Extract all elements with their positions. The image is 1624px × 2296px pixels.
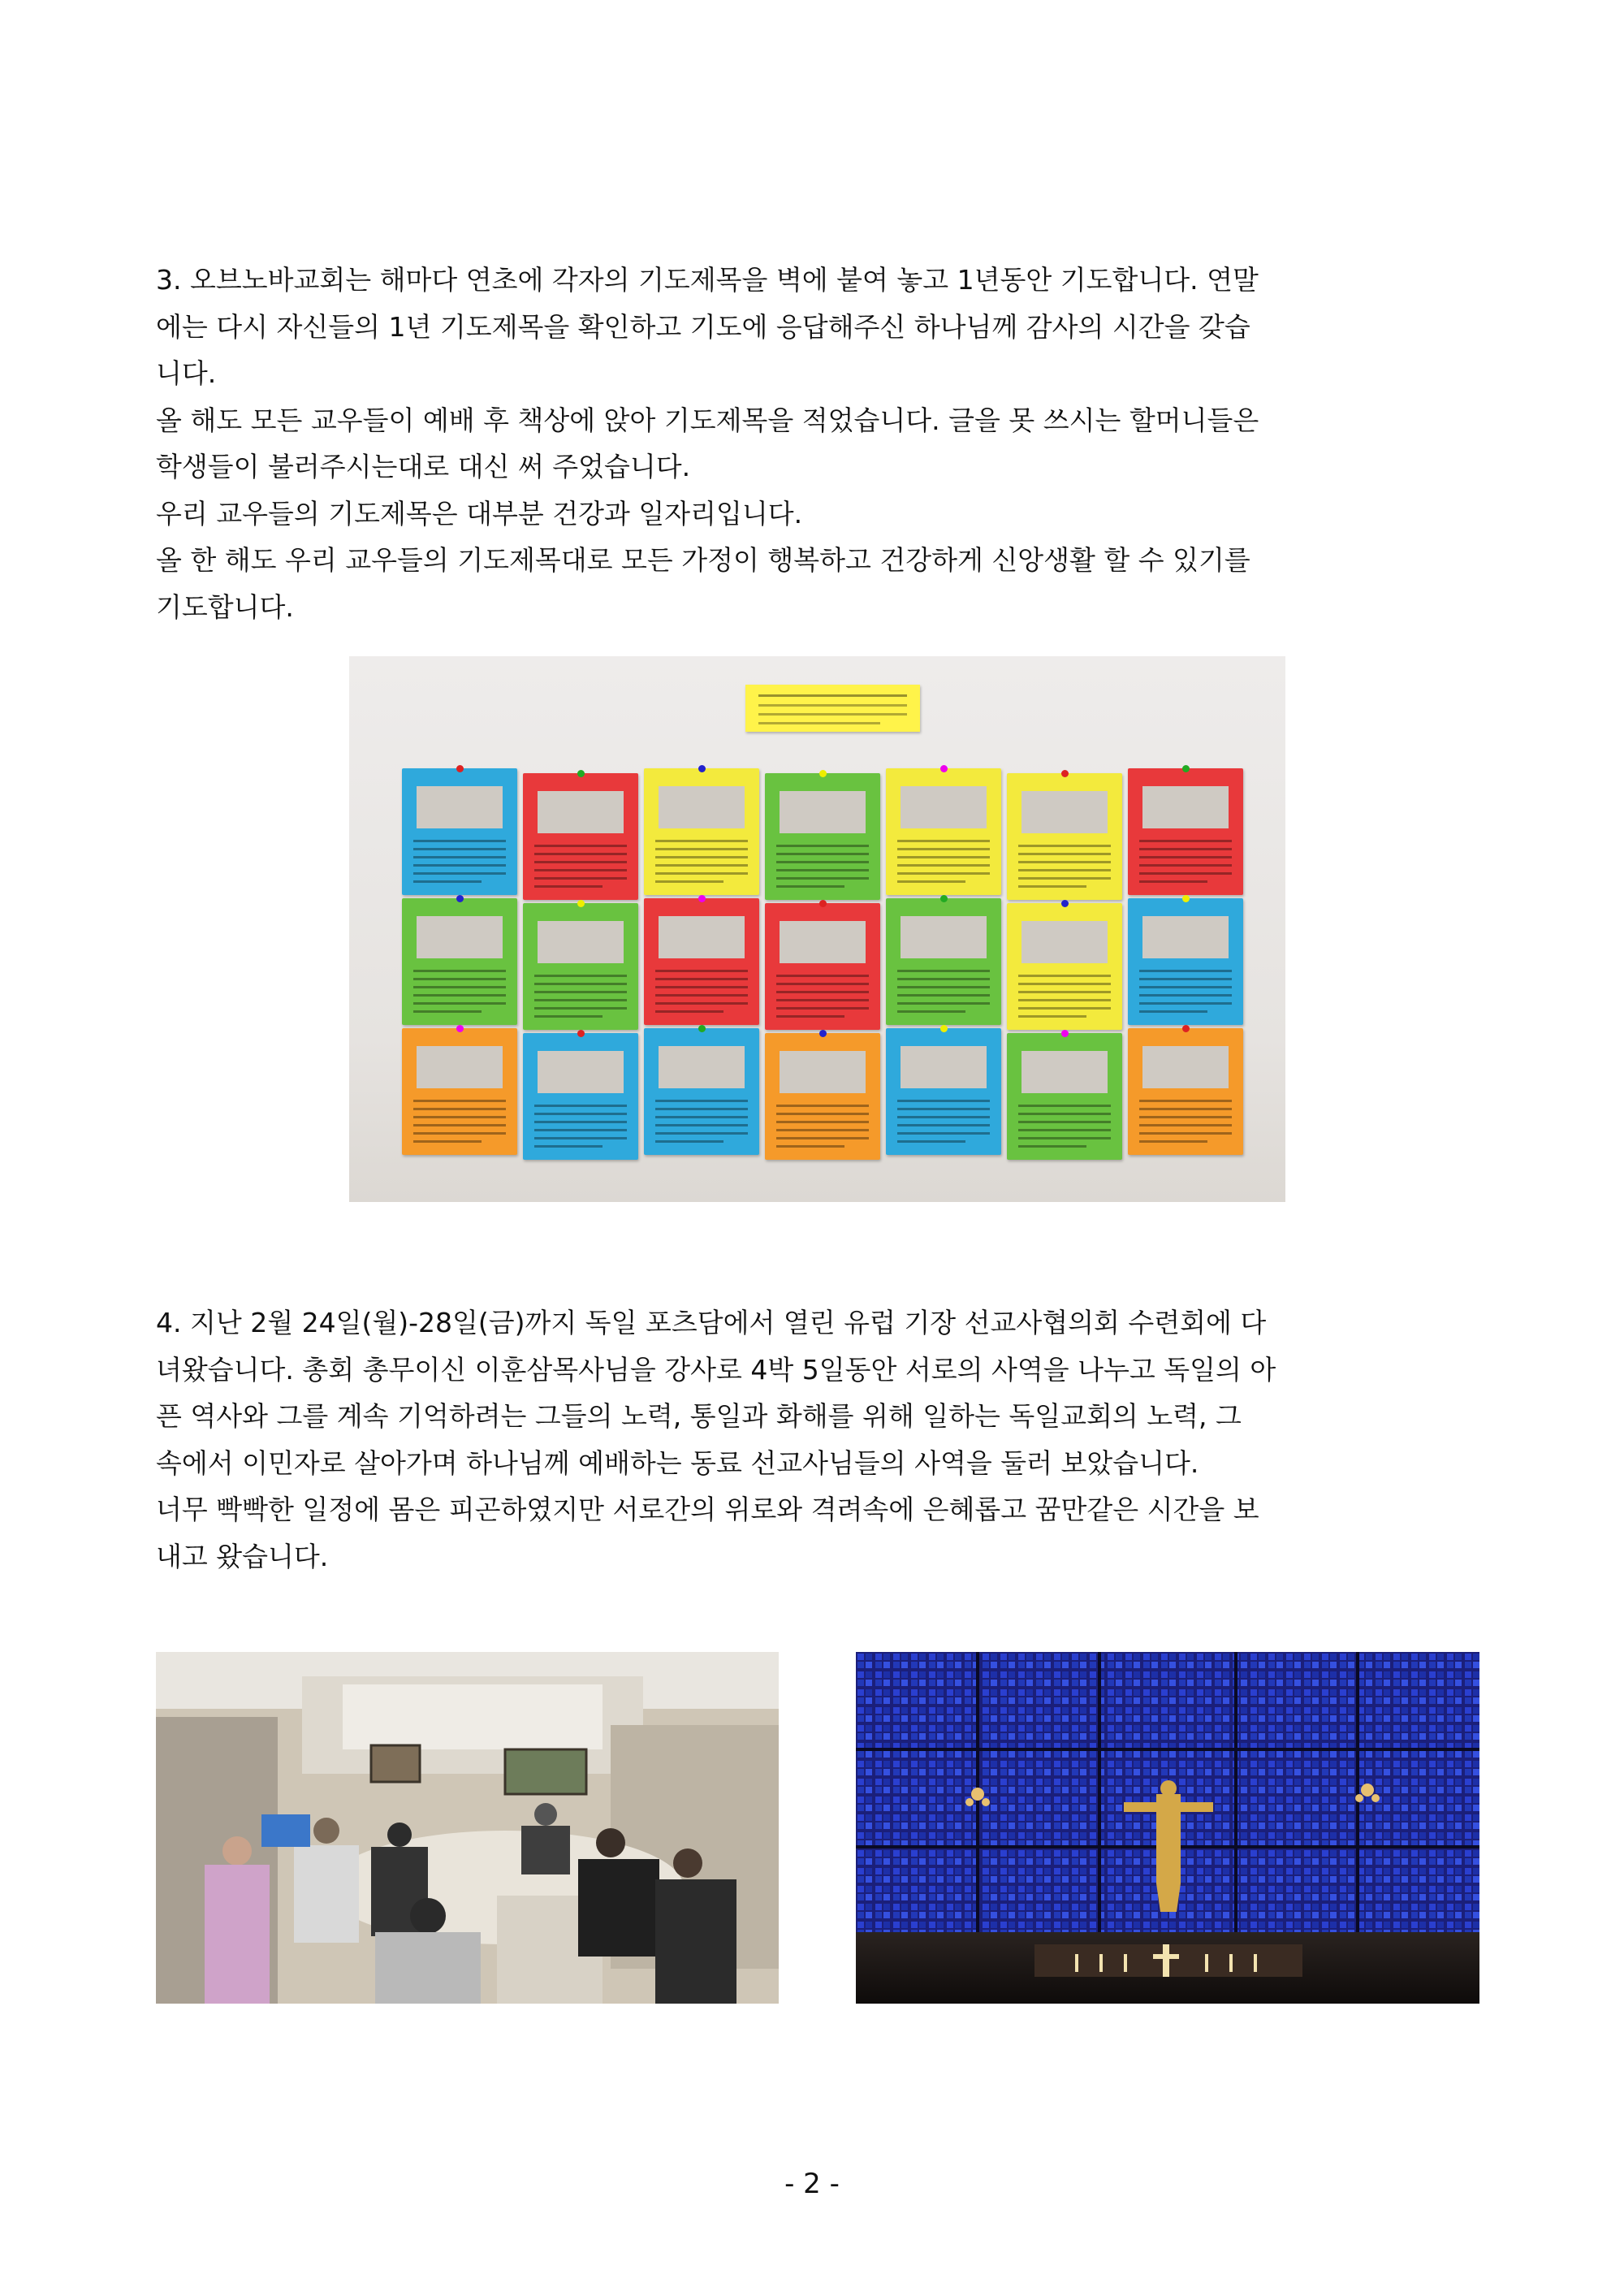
push-pin <box>1061 1030 1069 1037</box>
prayer-card-text-line <box>534 1015 603 1018</box>
prayer-card-text-line <box>1139 1124 1232 1126</box>
push-pin <box>698 1025 706 1032</box>
prayer-card <box>1128 1028 1243 1155</box>
memorial-church-photo <box>856 1652 1479 2004</box>
prayer-card-text-line <box>534 1145 603 1148</box>
prayer-card <box>765 1033 880 1160</box>
prayer-card-text-line <box>897 986 990 988</box>
prayer-card-photo <box>538 921 624 963</box>
prayer-card <box>644 768 759 895</box>
section-3-paragraph <box>156 257 1475 630</box>
prayer-card-text-line <box>1018 1105 1111 1107</box>
prayer-card-text-line <box>776 885 844 888</box>
push-pin <box>577 770 585 777</box>
prayer-card-text-line <box>534 885 603 888</box>
prayer-card-text-line <box>1139 872 1232 875</box>
prayer-card <box>765 773 880 900</box>
section-4-paragraph <box>156 1299 1475 1580</box>
prayer-card-text-line <box>1018 983 1111 985</box>
prayer-card-text-line <box>1139 840 1232 842</box>
prayer-card-text-line <box>655 880 723 883</box>
text-line: 우리 교우들의 기도제목은 대부분 건강과 일자리입니다. <box>156 497 803 530</box>
prayer-card-text-line <box>534 991 627 993</box>
prayer-card-photo <box>417 916 503 958</box>
push-pin <box>1182 895 1190 902</box>
prayer-card-text-line <box>1018 1113 1111 1115</box>
prayer-card-text-line <box>1018 845 1111 847</box>
prayer-card-text-line <box>413 1100 506 1102</box>
prayer-card-text-line <box>655 970 748 972</box>
prayer-card-text-line <box>1018 885 1086 888</box>
prayer-card-text-line <box>413 864 506 867</box>
prayer-card-text-line <box>1018 1145 1086 1148</box>
prayer-card <box>523 1033 638 1160</box>
prayer-card-text-line <box>413 1108 506 1110</box>
prayer-card-text-line <box>897 840 990 842</box>
text-line: 기도합니다. <box>156 590 294 623</box>
prayer-card-text-line <box>534 983 627 985</box>
prayer-card-text-line <box>1018 999 1111 1001</box>
prayer-card-text-line <box>655 1010 723 1013</box>
text-line: 4. 지난 2월 24일(월)-28일(금)까지 독일 포츠담에서 열린 유럽 기장 선교사협의회 수련회에 다 <box>156 1307 1267 1338</box>
prayer-card <box>402 1028 517 1155</box>
prayer-card-text-line <box>776 999 869 1001</box>
prayer-wall-photo <box>349 656 1285 1202</box>
prayer-card-text-line <box>655 1100 748 1102</box>
prayer-card <box>886 898 1001 1025</box>
push-pin <box>819 1030 827 1037</box>
text-line: 속에서 이민자로 살아가며 하나님께 예배하는 동료 선교사님들의 사역을 둘러 보았습니다. <box>156 1446 1199 1479</box>
prayer-card-text-line <box>1018 1007 1111 1010</box>
prayer-card-text-line <box>776 869 869 871</box>
prayer-card-text-line <box>897 856 990 858</box>
push-pin <box>940 1025 948 1032</box>
push-pin <box>819 900 827 907</box>
prayer-card-photo <box>901 1046 987 1088</box>
push-pin <box>1061 770 1069 777</box>
prayer-card <box>765 903 880 1030</box>
text-line: 너무 빡빡한 일정에 몸은 피곤하였지만 서로간의 위로와 격려속에 은혜롭고 꿈만같은 시간을 보 <box>156 1494 1259 1525</box>
prayer-card-photo <box>1142 1046 1229 1088</box>
prayer-card-photo <box>417 1046 503 1088</box>
prayer-card-text-line <box>655 840 748 842</box>
prayer-card <box>1128 898 1243 1025</box>
prayer-card-text-line <box>655 986 748 988</box>
prayer-card-text-line <box>655 848 748 850</box>
prayer-card-text-line <box>1139 864 1232 867</box>
prayer-card-text-line <box>655 1108 748 1110</box>
prayer-card-text-line <box>534 861 627 863</box>
prayer-card-photo <box>780 791 866 833</box>
push-pin <box>698 765 706 772</box>
prayer-card-photo <box>538 791 624 833</box>
prayer-card-text-line <box>1139 1132 1232 1135</box>
prayer-card-text-line <box>413 1116 506 1118</box>
prayer-card-text-line <box>534 1105 627 1107</box>
prayer-card-text-line <box>1139 880 1207 883</box>
prayer-card-text-line <box>413 970 506 972</box>
prayer-card <box>1128 768 1243 895</box>
prayer-card-photo <box>1021 1051 1108 1093</box>
prayer-card-text-line <box>413 1140 482 1143</box>
prayer-card-text-line <box>534 869 627 871</box>
prayer-card-text-line <box>897 1140 965 1143</box>
text-line: 녀왔습니다. 총회 총무이신 이훈삼목사님을 강사로 4박 5일동안 서로의 사역을 나누고 독일의 아 <box>156 1353 1276 1386</box>
prayer-card-text-line <box>776 1121 869 1123</box>
prayer-card-text-line <box>1139 1010 1207 1013</box>
prayer-card-photo <box>1142 786 1229 828</box>
prayer-card-text-line <box>1018 1129 1111 1131</box>
prayer-card <box>644 1028 759 1155</box>
prayer-card-text-line <box>413 986 506 988</box>
prayer-card-text-line <box>534 1113 627 1115</box>
push-pin <box>1061 900 1069 907</box>
text-line: 3. 오브노바교회는 해마다 연초에 각자의 기도제목을 벽에 붙여 놓고 1년동안 기도합니다. 연말 <box>156 264 1259 296</box>
prayer-card-text-line <box>897 970 990 972</box>
text-line: 픈 역사와 그를 계속 기억하려는 그들의 노력, 통일과 화해를 위해 일하는 독일교회의 노력, 그 <box>156 1400 1242 1432</box>
prayer-card-text-line <box>1018 1137 1111 1139</box>
prayer-card-text-line <box>897 1116 990 1118</box>
prayer-card-text-line <box>1018 861 1111 863</box>
prayer-card-text-line <box>534 1137 627 1139</box>
prayer-card-text-line <box>534 1121 627 1123</box>
prayer-card-text-line <box>897 1132 990 1135</box>
push-pin <box>819 770 827 777</box>
push-pin <box>940 765 948 772</box>
prayer-card-text-line <box>655 872 748 875</box>
prayer-card-text-line <box>413 840 506 842</box>
prayer-card-text-line <box>897 978 990 980</box>
prayer-card-photo <box>1021 791 1108 833</box>
text-line: 내고 왔습니다. <box>156 1540 329 1572</box>
prayer-card-text-line <box>413 1124 506 1126</box>
text-line: 올 해도 모든 교우들이 예배 후 책상에 앉아 기도제목을 적었습니다. 글을 못 쓰시는 할머니들은 <box>156 404 1259 436</box>
text-line: 니다. <box>156 357 217 389</box>
prayer-card-text-line <box>1018 877 1111 880</box>
prayer-card-text-line <box>897 1100 990 1102</box>
prayer-card-text-line <box>1018 1121 1111 1123</box>
prayer-card-photo <box>659 786 745 828</box>
push-pin <box>698 895 706 902</box>
prayer-card-text-line <box>655 864 748 867</box>
prayer-card-text-line <box>413 880 482 883</box>
prayer-card-text-line <box>534 853 627 855</box>
prayer-card-text-line <box>1139 994 1232 997</box>
prayer-card-text-line <box>776 1007 869 1010</box>
text-line: 에는 다시 자신들의 1년 기도제목을 확인하고 기도에 응답해주신 하나님께 감사의 시간을 갖습 <box>156 310 1250 343</box>
push-pin <box>577 1030 585 1037</box>
prayer-card-text-line <box>897 1010 965 1013</box>
prayer-card-photo <box>901 916 987 958</box>
prayer-card <box>886 1028 1001 1155</box>
prayer-card-text-line <box>776 861 869 863</box>
prayer-card-text-line <box>1018 1015 1086 1018</box>
push-pin <box>940 895 948 902</box>
text-line: 학생들이 불러주시는대로 대신 써 주었습니다. <box>156 451 691 482</box>
prayer-card-photo <box>780 921 866 963</box>
prayer-card-text-line <box>655 1140 723 1143</box>
prayer-card-text-line <box>897 1108 990 1110</box>
push-pin <box>456 895 464 902</box>
prayer-card-text-line <box>1139 978 1232 980</box>
prayer-card-text-line <box>413 1010 482 1013</box>
prayer-card-text-line <box>413 856 506 858</box>
prayer-card-text-line <box>1018 991 1111 993</box>
prayer-card-text-line <box>776 1137 869 1139</box>
prayer-card-text-line <box>534 999 627 1001</box>
prayer-card-text-line <box>776 983 869 985</box>
prayer-card-text-line <box>413 1132 506 1135</box>
prayer-card-text-line <box>655 978 748 980</box>
prayer-card-text-line <box>897 880 965 883</box>
prayer-card <box>1007 1033 1122 1160</box>
prayer-card <box>523 773 638 900</box>
prayer-card <box>886 768 1001 895</box>
prayer-card-text-line <box>1139 848 1232 850</box>
prayer-card <box>644 898 759 1025</box>
text-line: 올 한 해도 우리 교우들의 기도제목대로 모든 가정이 행복하고 건강하게 신앙생활 할 수 있기를 <box>156 544 1250 576</box>
prayer-card-photo <box>538 1051 624 1093</box>
push-pin <box>577 900 585 907</box>
prayer-card-text-line <box>776 975 869 977</box>
prayer-card-text-line <box>776 1129 869 1131</box>
push-pin <box>1182 765 1190 772</box>
prayer-card-text-line <box>1018 869 1111 871</box>
prayer-card-text-line <box>655 1002 748 1005</box>
retreat-meeting-photo <box>156 1652 779 2004</box>
prayer-card-photo <box>659 1046 745 1088</box>
prayer-card-text-line <box>897 864 990 867</box>
prayer-card-text-line <box>534 975 627 977</box>
prayer-card-photo <box>1142 916 1229 958</box>
prayer-card-text-line <box>413 1002 506 1005</box>
prayer-card-photo <box>901 786 987 828</box>
prayer-card-text-line <box>655 1124 748 1126</box>
prayer-card-text-line <box>413 978 506 980</box>
prayer-card-photo <box>1021 921 1108 963</box>
prayer-card-text-line <box>1139 986 1232 988</box>
prayer-card-text-line <box>1018 853 1111 855</box>
prayer-card-text-line <box>897 872 990 875</box>
prayer-card-text-line <box>1139 856 1232 858</box>
prayer-card-photo <box>780 1051 866 1093</box>
prayer-card-text-line <box>776 1105 869 1107</box>
page-number: - 2 - <box>784 2168 840 2200</box>
prayer-card-text-line <box>776 1145 844 1148</box>
push-pin <box>456 1025 464 1032</box>
prayer-card-text-line <box>776 845 869 847</box>
prayer-card <box>1007 773 1122 900</box>
prayer-card-text-line <box>1139 1002 1232 1005</box>
prayer-card-text-line <box>897 848 990 850</box>
prayer-wall-banner <box>745 685 920 732</box>
prayer-card-text-line <box>655 994 748 997</box>
prayer-card-text-line <box>1139 970 1232 972</box>
prayer-card-text-line <box>1139 1108 1232 1110</box>
prayer-card-text-line <box>1139 1116 1232 1118</box>
prayer-card-text-line <box>776 991 869 993</box>
prayer-card-text-line <box>776 1113 869 1115</box>
prayer-card-text-line <box>534 1129 627 1131</box>
prayer-card <box>402 768 517 895</box>
prayer-card-text-line <box>776 877 869 880</box>
prayer-card-text-line <box>1139 1140 1207 1143</box>
prayer-card-photo <box>417 786 503 828</box>
prayer-card <box>402 898 517 1025</box>
prayer-card-text-line <box>897 1124 990 1126</box>
prayer-card-photo <box>659 916 745 958</box>
prayer-card-text-line <box>655 1132 748 1135</box>
prayer-card-text-line <box>897 994 990 997</box>
prayer-card-text-line <box>413 848 506 850</box>
prayer-card-text-line <box>1018 975 1111 977</box>
prayer-card-text-line <box>897 1002 990 1005</box>
prayer-card-text-line <box>776 853 869 855</box>
prayer-card-text-line <box>776 1015 844 1018</box>
prayer-card <box>523 903 638 1030</box>
prayer-card-text-line <box>655 856 748 858</box>
prayer-card-text-line <box>413 994 506 997</box>
prayer-card-text-line <box>534 1007 627 1010</box>
prayer-card-text-line <box>534 845 627 847</box>
prayer-card-text-line <box>655 1116 748 1118</box>
prayer-card-text-line <box>413 872 506 875</box>
prayer-card-text-line <box>534 877 627 880</box>
prayer-card-text-line <box>1139 1100 1232 1102</box>
push-pin <box>456 765 464 772</box>
prayer-card <box>1007 903 1122 1030</box>
push-pin <box>1182 1025 1190 1032</box>
